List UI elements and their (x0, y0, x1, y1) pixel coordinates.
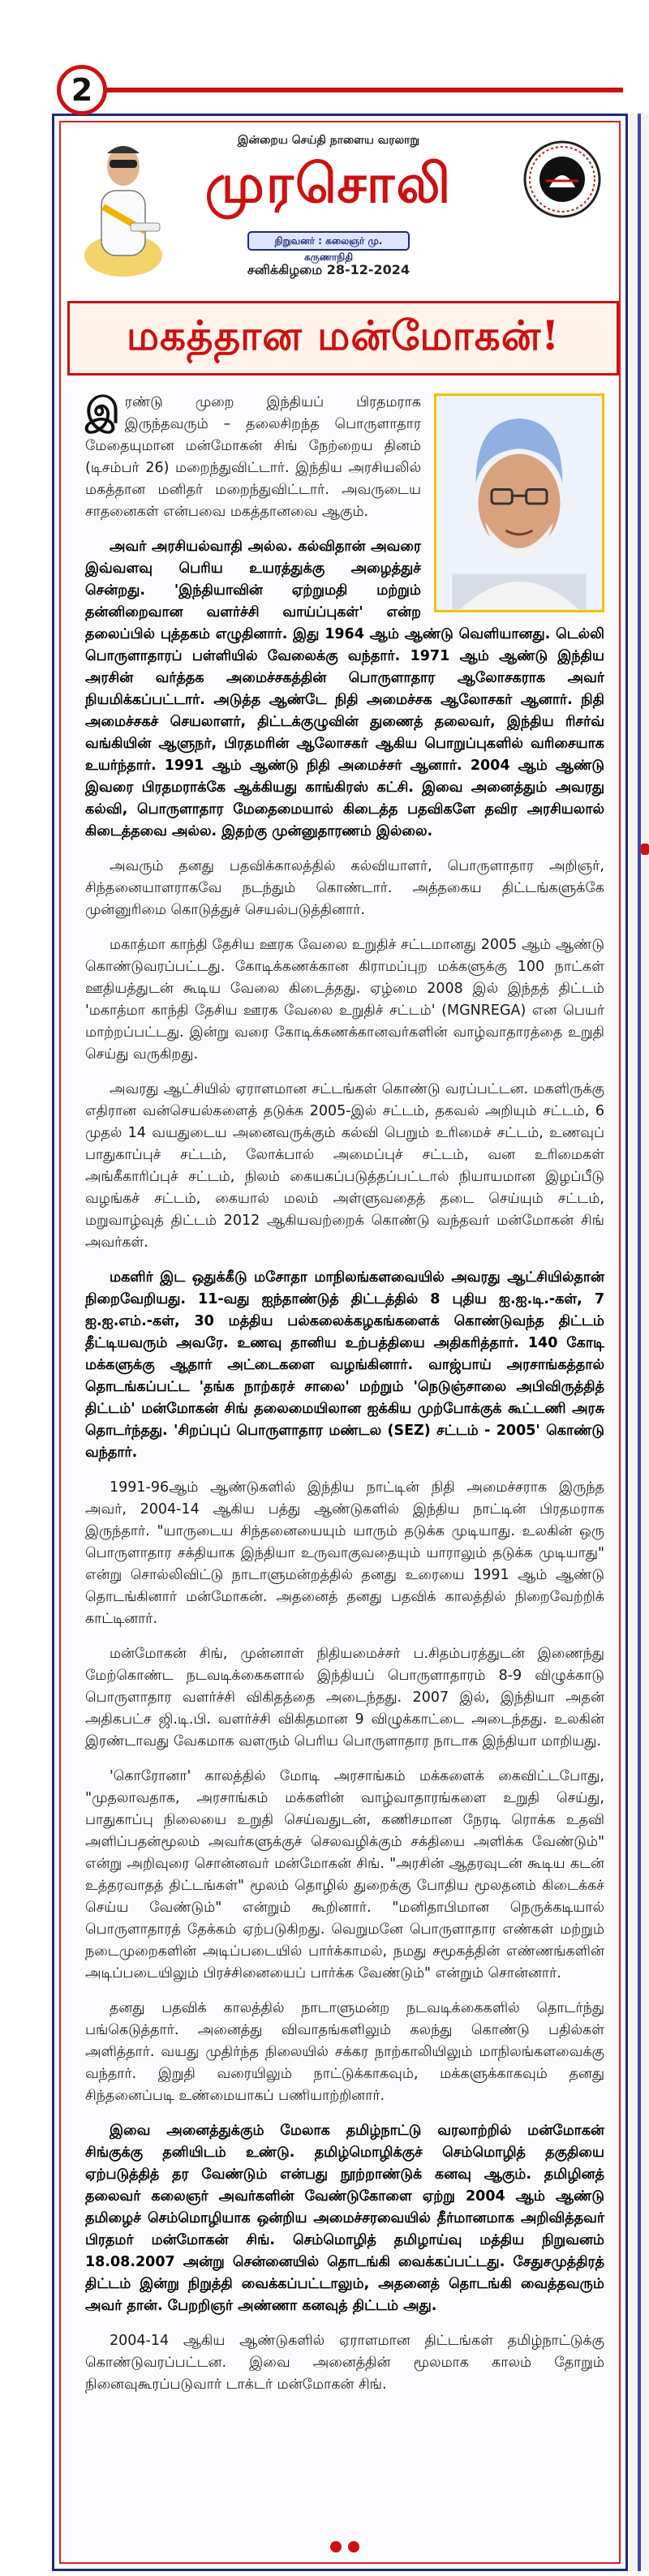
founder-portrait-illustration (79, 134, 168, 280)
paragraph-9: 'கொரோனா' காலத்தில் மோடி அரசாங்கம் மக்களைக் கைவிட்டபோது, "முதலாவதாக, அரசாங்கம் மக்களின் வாழ்வாதாரங்களை உறுதி செய்து, பாதுகாப்பு நிலையை உறுதி செய்வதுடன், கணிசமான நேரடி ரொக்க உதவி அளிப்பதன்மூலம் அவர்களுக்குச் செலவழிக்கும் சக்தியை அளிக்க வேண்டும்" என்று அறிவுரை சொன்னவர் மன்மோகன் சிங். "அரசின் ஆதரவுடன் கூடிய கடன் உத்தரவாதத் திட்டங்கள்" மூலம் தொழில் துறைக்கு போதிய மூலதனம் கிடைக்கச் செய்ய வேண்டும்" என்றும் கூறினார். "மனிதாபிமான நெருக்கடியால் பொருளாதாரத் தேக்கம் ஏற்படுகிறது. வெறுமனே பொருளாதார எண்கள் மற்றும் நடைமுறைகளின் அடிப்படையில் பார்க்காமல், நமது சமூகத்தின் எண்ணங்களின் அடிப்படையிலும் பிரச்சினையைப் பார்க்க வேண்டும்" என்றும் சொன்னார். (85, 1768, 604, 1981)
paragraph-6: மகளிர் இட ஒதுக்கீடு மசோதா மாநிலங்களவையில் அவரது ஆட்சியில்தான் நிறைவேறியது. 11-வது ஐந்தாண்டுத் திட்டத்தில் 8 புதிய ஐ.ஐ.டி.-கள், 7 ஐ.ஐ.எம்.-கள், 30 மத்திய பல்கலைக்கழகங்களைக் கொண்டுவந்த திட்டம் தீட்டியவரும் அவரே. உணவு தானிய உற்பத்தியை அதிகரித்தார். 140 கோடி மக்களுக்கு ஆதார் அட்டைகளை வழங்கினார். வாஜ்பாய் அரசாங்கத்தால் தொடங்கப்பட்ட 'தங்க நாற்கரச் சாலை' மற்றும் 'நெடுஞ்சாலை அபிவிருத்தித் திட்டம்' மன்மோகன் சிங் தலைமையிலான ஐக்கிய முற்போக்குக் கூட்டணி அரசு தொடர்ந்தது. 'சிறப்புப் பொருளாதார மண்டல (SEZ) சட்டம் - 2005' கொண்டு வந்தார். (85, 1269, 604, 1461)
paragraph-8: மன்மோகன் சிங், முன்னாள் நிதியமைச்சர் ப.சிதம்பரத்துடன் இணைந்து மேற்கொண்ட நடவடிக்கைகளால் இந்தியப் பொருளாதாரம் 8-9 விழுக்காடு பொருளாதார வளர்ச்சி விகிதத்தை அடைந்தது. 2007 இல், இந்தியா அதன் அதிகபட்ச ஜி.டி.பி. வளர்ச்சி விகிதமான 9 விழுக்காட்டை அடைந்தது. உலகின் இரண்டாவது வேகமாக வளரும் பெரிய பொருளாதார நாடாக இந்தியா மாறியது. (85, 1646, 604, 1750)
issue-date: சனிக்கிழமை 28-12-2024 (247, 262, 410, 277)
paragraph-2: அவர் அரசியல்வாதி அல்ல. கல்விதான் அவரை இவ்வளவு பெரிய உயரத்துக்கு அழைத்துச் சென்றது. 'இந்தியாவின் ஏற்றுமதி மற்றும் தன்னிறைவான வளர்ச்சி வாய்ப்புகள்' என்ற தலைப்பில் புத்தகம் எழுதினார். இது 1964 ஆம் ஆண்டு வெளியானது. டெல்லி பொருளாதாரப் பள்ளியில் வேலைக்கு வந்தார். 1971 ஆம் ஆண்டு இந்திய அரசின் வர்த்தக அமைச்சகத்தின் பொருளாதார ஆலோசகராக அவர் நியமிக்கப்பட்டார். அடுத்த ஆண்டே நிதி அமைச்சக ஆலோசகர் ஆனார். நிதி அமைச்சகச் செயலாளர், திட்டக்குழுவின் துணைத் தலைவர், இந்திய ரிசர்வ் வங்கியின் ஆளுநர், பிரதமரின் ஆலோசகர் ஆகிய பொறுப்புகளில் வரிசையாக உயர்ந்தார். 1991 ஆம் ஆண்டு நிதி அமைச்சர் ஆனார். 2004 ஆம் ஆண்டு இவரை பிரதமராக்கே ஆக்கியது காங்கிரஸ் கட்சி. இவை அனைத்தும் அவரது கல்வி, பொருளாதார மேதைமையால் கிடைத்த பதவிகளே தவிர அரசியலால் கிடைத்தவை அல்ல. இதற்கு முன்னுதாரணம் இல்லை. (85, 539, 604, 839)
paragraph-12: 2004-14 ஆகிய ஆண்டுகளில் ஏராளமான திட்டங்கள் தமிழ்நாட்டுக்கு கொண்டுவரப்பட்டன. இவை அனைத்தின் மூலமாக காலம் தோறும் நினைவுகூரப்படுவார் டாக்டர் மன்மோகன் சிங். (85, 2333, 604, 2393)
newspaper-name: முரசொலி (204, 152, 453, 215)
page-frame (52, 114, 628, 2571)
paragraph-10: தனது பதவிக் காலத்தில் நாடாளுமன்ற நடவடிக்கைகளில் தொடர்ந்து பங்கெடுத்தார். அனைத்து விவாதங்களிலும் கலந்து கொண்டு பதில்கள் அளித்தார். வயது முதிர்ந்த நிலையில் சக்கர நாற்காலியிலும் மாநிலங்களவைக்கு வந்தார். இறுதி வரையிலும் நாட்டுக்காகவும், மக்களுக்காகவும் தனது சிந்தனைப்படி உண்மையாகப் பணியாற்றினார். (85, 2000, 604, 2104)
editorial-article (85, 392, 604, 2409)
manmohan-singh-photo (434, 393, 604, 612)
masthead-tagline: இன்றைய செய்தி நாளைய வரலாறு (237, 134, 420, 147)
end-of-article-marker (330, 2541, 359, 2552)
founder-credit: நிறுவனர் : கலைஞர் மு. கருணாநிதி (247, 231, 410, 251)
masthead (61, 122, 621, 298)
page-inner (59, 121, 621, 2564)
headline-banner (67, 301, 619, 376)
editorial-headline: மகத்தான மன்மோகன்! (126, 311, 561, 359)
top-rule (104, 88, 623, 92)
page-number: 2 (57, 65, 107, 115)
adjacent-page-rule (638, 114, 641, 2571)
rising-sun-emblem-icon (522, 139, 603, 220)
paragraph-4: மகாத்மா காந்தி தேசிய ஊரக வேலை உறுதிச் சட்டமானது 2005 ஆம் ஆண்டு கொண்டுவரப்பட்டது. கோடிக்கணக்கான கிராமப்புற மக்களுக்கு 100 நாட்கள் ஊதியத்துடன் கூடிய வேலை கிடைத்தது. ஏழ்மை 2008 இல் இந்தத் திட்டம் 'மகாத்மா காந்தி தேசிய ஊரக வேலை உறுதிச் சட்டம்' (MGNREGA) என பெயர் மாற்றப்பட்டது. இன்று வரை கோடிக்கணக்கானவர்களின் வாழ்வாதாரத்தை உறுதி செய்து வருகிறது. (85, 937, 604, 1063)
paragraph-5: அவரது ஆட்சியில் ஏராளமான சட்டங்கள் கொண்டு வரப்பட்டன. மகளிருக்கு எதிரான வன்செயல்களைத் தடுக்க 2005-இல் சட்டம், தகவல் அறியும் சட்டம், 6 முதல் 14 வயதுடைய அனைவருக்கும் கல்வி பெறும் உரிமைச் சட்டம், உணவுப் பாதுகாப்புச் சட்டம், லோக்பால் அமைப்புச் சட்டம், வன உரிமைகள் அங்கீகாரிப்புச் சட்டம், நிலம் கையகப்படுத்தப்பட்டால் நியாயமான இழப்பீடு வழங்கச் சட்டம், கையால் மலம் அள்ளுவதைத் தடை செய்யும் சட்டம், மறுவாழ்வுத் திட்டம் 2012 ஆகியவற்றைக் கொண்டு வந்தவர் மன்மோகன் சிங் அவர்கள். (85, 1081, 604, 1251)
paragraph-1: இரண்டு முறை இந்தியப் பிரதமராக இருந்தவரும் – தலைசிறந்த பொருளாதார மேதையுமான மன்மோகன் சிங் நேற்றைய தினம் (டிசம்பர் 26) மறைந்துவிட்டார். இந்திய அரசியலில் மகத்தான மனிதர் மறைந்துவிட்டார். அவருடைய சாதனைகள் என்பவை மகத்தானவை ஆகும். (85, 390, 421, 520)
paragraph-11: இவை அனைத்துக்கும் மேலாக தமிழ்நாட்டு வரலாற்றில் மன்மோகன் சிங்குக்கு தனியிடம் உண்டு. தமிழ்மொழிக்குச் செம்மொழித் தகுதியை ஏற்படுத்தித் தர வேண்டும் என்பது நூற்றாண்டுக் கனவு ஆகும். தமிழினத் தலைவர் கலைஞர் அவர்களின் வேண்டுகோளை ஏற்று 2004 ஆம் ஆண்டு தமிழைச் செம்மொழியாக ஒன்றிய அமைச்சரவையில் தீர்மானமாக அறிவித்தவர் பிரதமர் மன்மோகன் சிங். செம்மொழித் தமிழாய்வு மத்திய நிறுவனம் 18.08.2007 அன்று சென்னையில் தொடங்கி வைக்கப்பட்டது. சேதுசமுத்திரத் திட்டம் இன்று நிறுத்தி வைக்கப்பட்டாலும், அதனைத் தொடங்கி வைத்தவரும் அவர் தான். பேறறிஞர் அண்ணா கனவுத் திட்டம் அது. (85, 2123, 604, 2314)
end-dot (348, 2541, 359, 2552)
paragraph-7: 1991-96ஆம் ஆண்டுகளில் இந்திய நாட்டின் நிதி அமைச்சராக இருந்த அவர், 2004-14 ஆகிய பத்து ஆண்டுகளில் இந்திய நாட்டின் பிரதமராக இருந்தார். "யாருடைய சிந்தனையையும் யாரும் தடுக்க முடியாது. உலகின் ஒரு பொருளாதார சக்தியாக இந்தியா உருவாகுவதையும் யாராலும் தடுக்க முடியாது" என்று சொல்லிவிட்டு நாடாளுமன்றத்தில் தனது உரையை 1991 ஆம் ஆண்டு தொடங்கினார் மன்மோகன். அதனைத் தனது பதவிக் காலத்தில் நிறைவேற்றிக் காட்டினார். (85, 1479, 604, 1627)
dropcap: இ (85, 390, 120, 431)
adjacent-page-mark (641, 844, 649, 855)
end-dot (330, 2541, 342, 2552)
paragraph-3: அவரும் தனது பதவிக்காலத்தில் கல்வியாளர், பொருளாதார அறிஞர், சிந்தனையாளராகவே நடந்தும் கொண்டார். அத்தகைய திட்டங்களுக்கே முன்னுரிமை கொடுத்துச் செயல்படுத்தினார். (85, 858, 604, 918)
